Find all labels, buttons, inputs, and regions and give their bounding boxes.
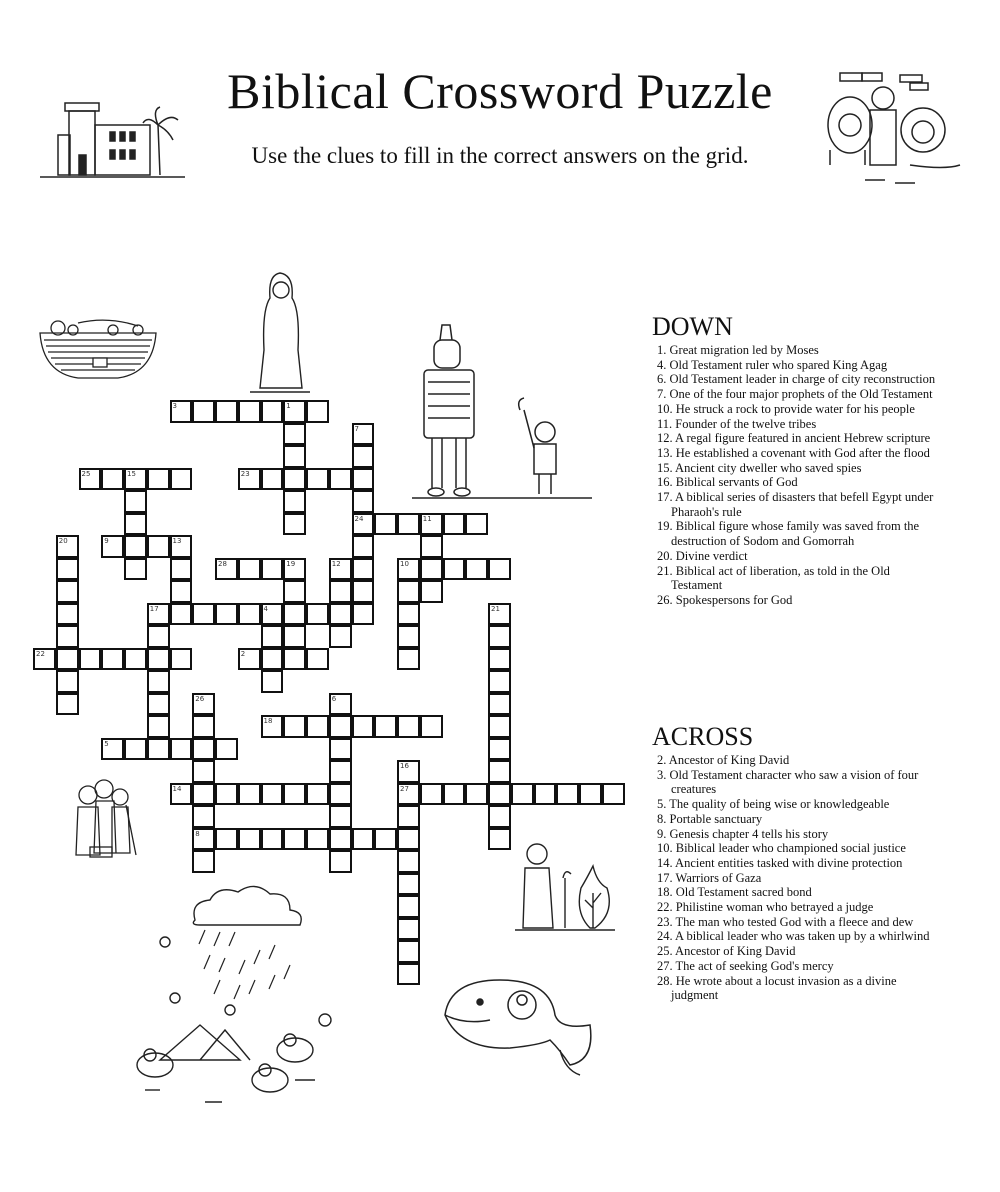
grid-cell[interactable] (306, 648, 329, 671)
grid-cell[interactable] (329, 805, 352, 828)
grid-cell[interactable] (238, 603, 261, 626)
grid-cell[interactable] (352, 558, 375, 581)
grid-cell[interactable] (283, 625, 306, 648)
grid-cell[interactable] (352, 468, 375, 491)
grid-cell[interactable] (397, 783, 420, 806)
grid-cell[interactable] (397, 558, 420, 581)
across-clue: 8. Portable sanctuary (657, 811, 763, 826)
grid-cell[interactable] (147, 693, 170, 716)
grid-cell[interactable] (101, 468, 124, 491)
clue-number: 22 (36, 649, 45, 658)
grid-cell[interactable] (147, 625, 170, 648)
grid-cell[interactable] (329, 760, 352, 783)
grid-cell[interactable] (556, 783, 579, 806)
down-clues (652, 313, 942, 608)
grid-cell[interactable] (283, 715, 306, 738)
grid-cell[interactable] (147, 468, 170, 491)
clue-number: 26 (195, 694, 205, 703)
grid-cell[interactable] (192, 760, 215, 783)
grid-cell[interactable] (215, 558, 238, 581)
grid-cell[interactable] (192, 805, 215, 828)
clue-number: 13 (172, 537, 182, 545)
down-clue: 20. Divine verdict (657, 548, 748, 563)
grid-cell[interactable] (192, 400, 215, 423)
grid-cell[interactable] (352, 423, 375, 446)
clue-number: 24 (354, 514, 364, 523)
down-clue: 10. He struck a rock to provide water for his people (657, 401, 915, 416)
grid-cell[interactable] (124, 468, 147, 491)
grid-cell[interactable] (192, 738, 215, 761)
clue-number: 21 (491, 604, 500, 613)
across-clue: 23. The man who tested God with a fleece and dew (657, 914, 914, 929)
across-clue: 10. Biblical leader who championed social justice (657, 841, 906, 856)
grid-cell[interactable] (329, 580, 352, 603)
grid-cell[interactable] (124, 558, 147, 581)
down-clue: 7. One of the four major prophets of the Old Testament (657, 387, 933, 402)
grid-cell[interactable] (192, 828, 215, 851)
grid-cell[interactable] (261, 828, 284, 851)
clue-number: 23 (240, 469, 250, 478)
grid-cell[interactable] (147, 715, 170, 738)
grid-cell[interactable] (397, 963, 420, 986)
grid-cell[interactable] (56, 670, 79, 693)
grid-cell[interactable] (283, 423, 306, 446)
grid-cell[interactable] (147, 535, 170, 558)
grid-cell[interactable] (56, 603, 79, 626)
grid-cell[interactable] (443, 558, 466, 581)
grid-cell[interactable] (397, 580, 420, 603)
grid-cell[interactable] (352, 580, 375, 603)
grid-cell[interactable] (283, 490, 306, 513)
grid-cell[interactable] (261, 400, 284, 423)
grid-cell[interactable] (192, 850, 215, 873)
grid-cell[interactable] (397, 895, 420, 918)
down-clue: 17. A biblical series of disasters that befell Egypt under Pharaoh's rule (657, 490, 934, 519)
grid-cell[interactable] (215, 400, 238, 423)
across-clue: 18. Old Testament sacred bond (657, 885, 812, 900)
clue-number: 9 (104, 537, 109, 545)
grid-cell[interactable] (352, 828, 375, 851)
grid-cell[interactable] (124, 535, 147, 558)
grid-cell[interactable] (488, 693, 511, 716)
down-heading: DOWN (652, 312, 733, 341)
grid-cell[interactable] (352, 715, 375, 738)
grid-cell[interactable] (329, 738, 352, 761)
grid-cell[interactable] (238, 648, 261, 671)
grid-cell[interactable] (238, 828, 261, 851)
grid-cell[interactable] (238, 558, 261, 581)
grid-cell[interactable] (511, 783, 534, 806)
grid-cell[interactable] (420, 513, 443, 536)
across-clue: 24. A biblical leader who was taken up by a whirlwind (657, 929, 930, 944)
grid-cell[interactable] (329, 603, 352, 626)
clue-number: 12 (331, 559, 341, 568)
clue-number: 25 (81, 469, 91, 478)
grid-cell[interactable] (488, 715, 511, 738)
grid-cell[interactable] (306, 468, 329, 491)
grid-cell[interactable] (352, 535, 375, 558)
grid-cell[interactable] (170, 468, 193, 491)
grid-cell[interactable] (488, 805, 511, 828)
grid-cell[interactable] (283, 558, 306, 581)
across-clue: 17. Warriors of Gaza (657, 870, 762, 885)
grid-cell[interactable] (329, 625, 352, 648)
grid-cell[interactable] (238, 783, 261, 806)
grid-cell[interactable] (397, 918, 420, 941)
grid-cell[interactable] (56, 580, 79, 603)
grid-cell[interactable] (261, 625, 284, 648)
grid-cell[interactable] (170, 738, 193, 761)
clue-number: 7 (354, 424, 359, 433)
grid-cell[interactable] (488, 625, 511, 648)
grid-cell[interactable] (374, 715, 397, 738)
clue-number: 4 (263, 604, 268, 613)
grid-cell[interactable] (397, 513, 420, 536)
grid-cell[interactable] (397, 648, 420, 671)
grid-cell[interactable] (261, 603, 284, 626)
grid-cell[interactable] (329, 693, 352, 716)
grid-cell[interactable] (170, 400, 193, 423)
down-clue: 12. A regal figure featured in ancient Hebrew scripture (657, 431, 931, 446)
clue-number: 8 (195, 829, 200, 838)
grid-cell[interactable] (397, 850, 420, 873)
grid-cell[interactable] (488, 558, 511, 581)
grid-cell[interactable] (215, 828, 238, 851)
grid-cell[interactable] (170, 535, 193, 558)
grid-cell[interactable] (329, 558, 352, 581)
grid-cell[interactable] (352, 490, 375, 513)
grid-cell[interactable] (397, 828, 420, 851)
grid-cell[interactable] (329, 715, 352, 738)
grid-cell[interactable] (261, 558, 284, 581)
grid-cell[interactable] (397, 603, 420, 626)
across-clue: 28. He wrote about a locust invasion as a divine judgment (657, 973, 897, 1003)
grid-cell[interactable] (56, 648, 79, 671)
grid-cell[interactable] (79, 468, 102, 491)
grid-cell[interactable] (238, 468, 261, 491)
grid-cell[interactable] (352, 603, 375, 626)
grid-cell[interactable] (329, 828, 352, 851)
grid-cell[interactable] (147, 603, 170, 626)
across-clue-list (652, 753, 942, 1003)
grid-cell[interactable] (488, 760, 511, 783)
clue-number: 18 (263, 717, 273, 725)
grid-cell[interactable] (488, 783, 511, 806)
clue-number: 27 (400, 784, 409, 793)
grid-cell[interactable] (283, 828, 306, 851)
clue-number: 1 (286, 402, 291, 410)
down-clue: 11. Founder of the twelve tribes (657, 416, 817, 431)
grid-cell[interactable] (465, 558, 488, 581)
grid-cell[interactable] (488, 670, 511, 693)
grid-cell[interactable] (170, 648, 193, 671)
grid-cell[interactable] (283, 580, 306, 603)
grid-cell[interactable] (261, 670, 284, 693)
clue-number: 16 (400, 762, 409, 770)
clue-number: 11 (422, 514, 432, 523)
grid-cell[interactable] (534, 783, 557, 806)
grid-cell[interactable] (329, 850, 352, 873)
grid-cell[interactable] (283, 603, 306, 626)
grid-cell[interactable] (443, 783, 466, 806)
grid-cell[interactable] (192, 693, 215, 716)
grid-cell[interactable] (283, 445, 306, 468)
instructions: Use the clues to fill in the correct answers on the grid. (251, 143, 749, 168)
across-clues (652, 723, 942, 1003)
across-clue: 14. Ancient entities tasked with divine protection (657, 855, 903, 870)
page-title: Biblical Crossword Puzzle (227, 63, 773, 119)
grid-cell[interactable] (329, 783, 352, 806)
grid-cell[interactable] (215, 603, 238, 626)
grid-cell[interactable] (56, 693, 79, 716)
grid-cell[interactable] (170, 558, 193, 581)
grid-cell[interactable] (488, 738, 511, 761)
across-clue: 27. The act of seeking God's mercy (657, 958, 834, 973)
grid-cell[interactable] (79, 648, 102, 671)
clue-number: 2 (240, 649, 246, 658)
clue-number: 3 (172, 402, 177, 410)
grid-cell[interactable] (397, 715, 420, 738)
down-clue: 21. Biblical act of liberation, as told in the Old Testament (657, 563, 890, 593)
grid-cell[interactable] (397, 760, 420, 783)
clue-number: 17 (149, 604, 159, 613)
grid-cell[interactable] (283, 783, 306, 806)
grid-cell[interactable] (397, 805, 420, 828)
grid-cell[interactable] (147, 738, 170, 761)
grid-cell[interactable] (56, 558, 79, 581)
down-clue: 15. Ancient city dweller who saved spies (657, 460, 862, 475)
grid-cell[interactable] (602, 783, 625, 806)
across-clue: 5. The quality of being wise or knowledgeable (657, 797, 890, 812)
across-heading: ACROSS (652, 722, 754, 751)
grid-cell[interactable] (261, 715, 284, 738)
grid-cell[interactable] (352, 445, 375, 468)
grid-cell[interactable] (397, 625, 420, 648)
clue-number: 5 (104, 739, 109, 748)
grid-cell[interactable] (238, 400, 261, 423)
grid-cell[interactable] (124, 513, 147, 536)
grid-cell[interactable] (465, 513, 488, 536)
grid-cell[interactable] (124, 490, 147, 513)
grid-cell[interactable] (192, 715, 215, 738)
down-clue: 1. Great migration led by Moses (657, 343, 819, 357)
down-clue-list (652, 343, 942, 608)
down-clue: 16. Biblical servants of God (657, 475, 798, 490)
clue-number: 14 (172, 784, 182, 793)
grid-cell[interactable] (101, 535, 124, 558)
clue-number: 10 (400, 559, 409, 568)
down-clue: 4. Old Testament ruler who spared King Agag (657, 357, 888, 372)
clue-number: 20 (58, 537, 68, 545)
grid-cell[interactable] (261, 783, 284, 806)
across-clue: 9. Genesis chapter 4 tells his story (657, 826, 829, 841)
clue-number: 28 (218, 559, 227, 568)
grid-cell[interactable] (329, 468, 352, 491)
grid-cell[interactable] (352, 513, 375, 536)
grid-cell[interactable] (397, 940, 420, 963)
grid-cell[interactable] (283, 400, 306, 423)
grid-cell[interactable] (215, 738, 238, 761)
clue-number: 19 (286, 559, 296, 568)
grid-cell[interactable] (306, 400, 329, 423)
grid-cell[interactable] (101, 738, 124, 761)
across-clue: 22. Philistine woman who betrayed a judge (657, 900, 874, 915)
grid-cell[interactable] (192, 603, 215, 626)
down-clue: 26. Spokespersons for God (657, 592, 793, 607)
grid-cell[interactable] (306, 783, 329, 806)
grid-cell[interactable] (306, 828, 329, 851)
grid-cell[interactable] (101, 648, 124, 671)
grid-cell[interactable] (374, 513, 397, 536)
grid-cell[interactable] (33, 648, 56, 671)
grid-cell[interactable] (261, 468, 284, 491)
grid-cell[interactable] (465, 783, 488, 806)
down-clue: 19. Biblical figure whose family was saved from the destruction of Sodom and Gomorrah (657, 519, 920, 549)
grid-cell[interactable] (443, 513, 466, 536)
grid-cell[interactable] (261, 648, 284, 671)
across-clue: 2. Ancestor of King David (657, 753, 790, 767)
grid-cell[interactable] (306, 603, 329, 626)
grid-cell[interactable] (397, 873, 420, 896)
across-clue: 3. Old Testament character who saw a vision of four creatures (657, 767, 919, 797)
grid-cell[interactable] (579, 783, 602, 806)
grid-cell[interactable] (306, 715, 329, 738)
grid-cell[interactable] (124, 648, 147, 671)
grid-cell[interactable] (170, 603, 193, 626)
grid-cell[interactable] (215, 783, 238, 806)
clue-number: 6 (331, 694, 337, 703)
grid-cell[interactable] (192, 783, 215, 806)
grid-cell[interactable] (170, 580, 193, 603)
grid-cell[interactable] (420, 783, 443, 806)
down-clue: 6. Old Testament leader in charge of city reconstruction (657, 372, 936, 387)
grid-cell[interactable] (420, 535, 443, 558)
grid-cell[interactable] (420, 715, 443, 738)
grid-cell[interactable] (56, 625, 79, 648)
grid-cell[interactable] (147, 648, 170, 671)
grid-cell[interactable] (283, 468, 306, 491)
grid-cell[interactable] (420, 580, 443, 603)
grid-cell[interactable] (488, 648, 511, 671)
grid-cell[interactable] (56, 535, 79, 558)
across-clue: 25. Ancestor of King David (657, 944, 796, 959)
grid-cell[interactable] (124, 738, 147, 761)
grid-cell[interactable] (420, 558, 443, 581)
grid-cell[interactable] (488, 603, 511, 626)
grid-cell[interactable] (488, 828, 511, 851)
clue-number: 15 (127, 469, 136, 478)
down-clue: 13. He established a covenant with God after the flood (657, 445, 930, 460)
grid-cell[interactable] (170, 783, 193, 806)
grid-cell[interactable] (283, 648, 306, 671)
grid-cell[interactable] (374, 828, 397, 851)
grid-cell[interactable] (147, 670, 170, 693)
grid-cell[interactable] (283, 513, 306, 536)
